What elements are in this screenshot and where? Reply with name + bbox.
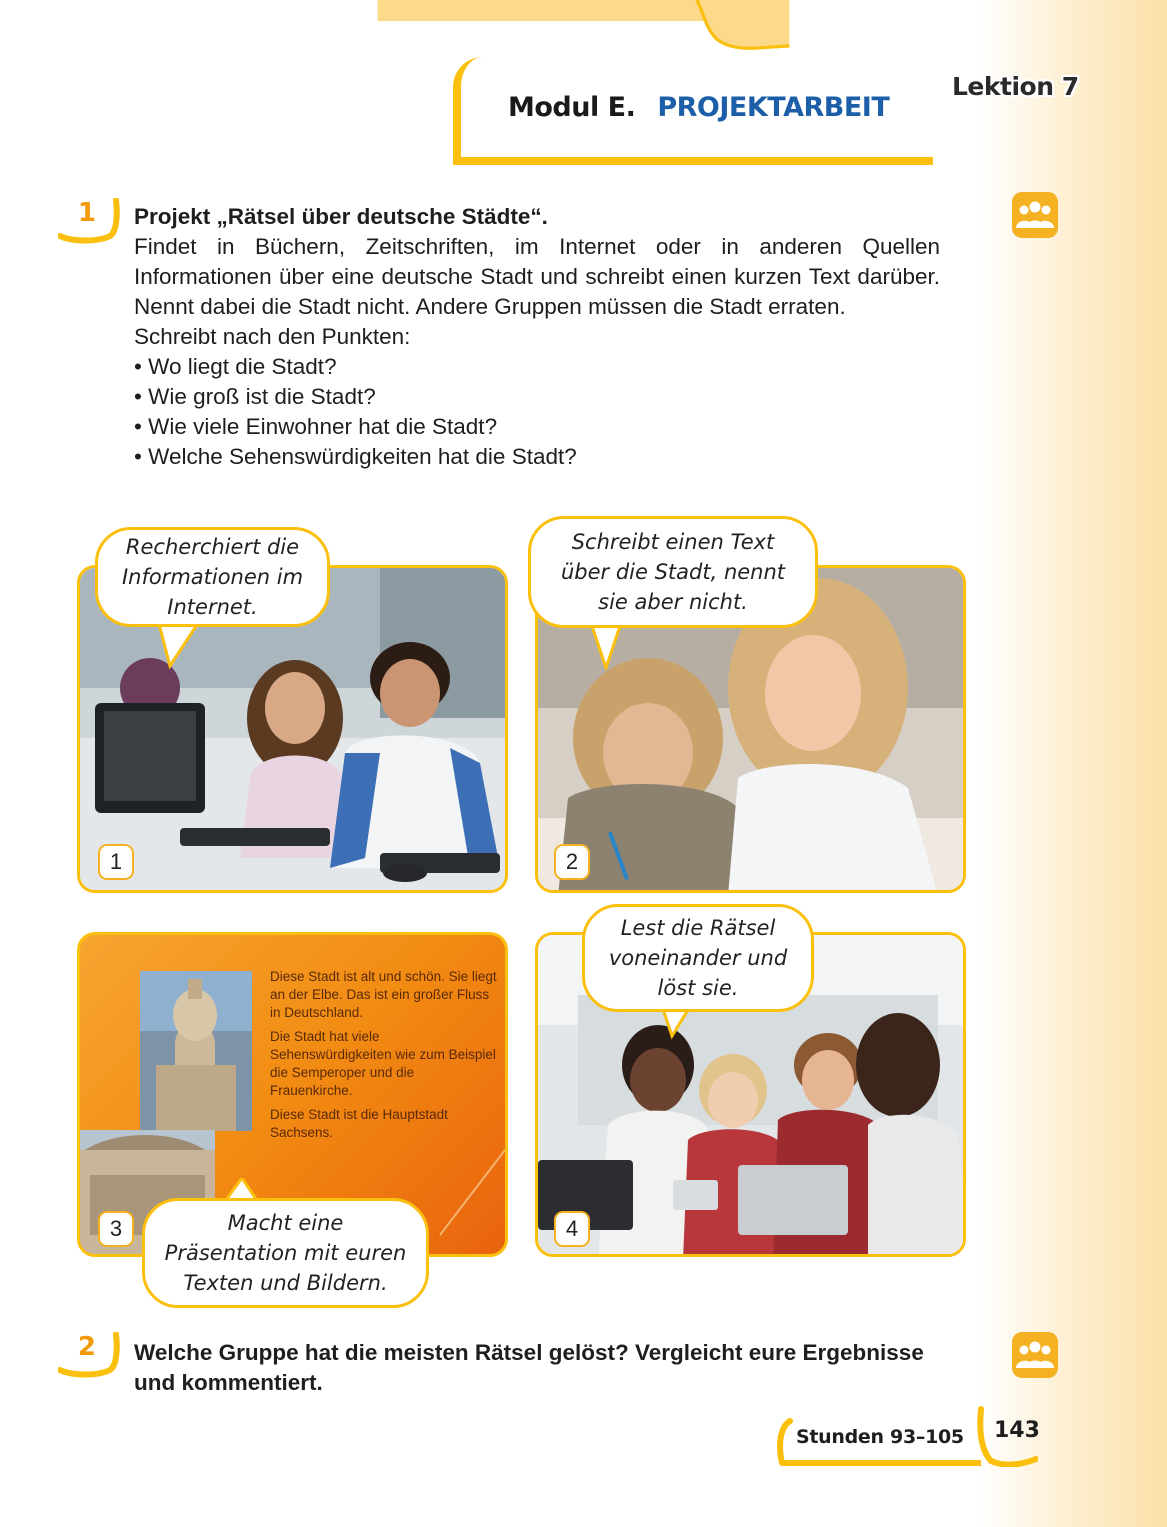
list-item: • Wo liegt die Stadt? — [134, 354, 337, 379]
bubble-line: Lest die Rätsel — [620, 916, 776, 940]
points-intro: Schreibt nach den Punkten: — [134, 324, 411, 349]
speech-bubble-tail-icon — [150, 620, 210, 670]
list-item: • Wie groß ist die Stadt? — [134, 384, 376, 409]
exercise-1-text — [134, 202, 940, 472]
slide-paragraph: Diese Stadt ist die Hauptstadt Sachsens. — [270, 1107, 448, 1140]
bubble-line: voneinander und — [608, 946, 788, 970]
module-name: PROJEKTARBEIT — [657, 92, 890, 123]
lesson-label: Lektion 7 — [952, 72, 1079, 101]
bubble-line: sie aber nicht. — [598, 590, 748, 614]
group-work-icon — [1012, 1332, 1058, 1378]
speech-bubble-1 — [95, 527, 330, 627]
header-band — [0, 0, 1167, 60]
module-title — [508, 92, 889, 123]
exercise-1-heading: Projekt „Rätsel über deutsche Städte“. — [134, 204, 548, 229]
bubble-line: löst sie. — [657, 976, 739, 1000]
exercise-2-text: Welche Gruppe hat die meisten Rätsel gelöst? Vergleicht eure Ergebnisse und kommentiert. — [134, 1340, 924, 1395]
module-label: Modul E. — [508, 92, 636, 123]
lessons-range: Stunden 93–105 — [796, 1426, 964, 1448]
exercise-number-text: 1 — [77, 198, 96, 228]
photo-number: 4 — [554, 1211, 590, 1247]
bubble-line: über die Stadt, nennt — [560, 560, 786, 584]
bubble-line: Macht eine — [227, 1211, 344, 1235]
speech-bubble-2 — [528, 516, 818, 628]
slide-text — [270, 968, 500, 1148]
list-item: • Wie viele Einwohner hat die Stadt? — [134, 414, 498, 439]
exercise-number-text: 2 — [77, 1332, 96, 1362]
slide-paragraph: Die Stadt hat viele Sehenswürdigkeiten wie zum Beispiel die Semperoper und die Frauenkirche. — [270, 1029, 496, 1098]
speech-bubble-3 — [142, 1198, 429, 1308]
bubble-line: Schreibt einen Text — [571, 530, 775, 554]
group-work-icon — [1012, 192, 1058, 238]
page-number: 143 — [994, 1418, 1040, 1443]
slide-paragraph: Diese Stadt ist alt und schön. Sie liegt an der Elbe. Das ist ein großer Fluss in Deutschland. — [270, 969, 497, 1020]
bubble-line: Texten und Bildern. — [183, 1271, 388, 1295]
speech-bubble-4 — [582, 904, 814, 1012]
bubble-line: Recherchiert die — [125, 535, 300, 559]
photo-number: 3 — [98, 1211, 134, 1247]
exercise-number-2 — [58, 1332, 118, 1382]
exercise-number-1 — [58, 198, 118, 248]
photo-number: 1 — [98, 844, 134, 880]
bubble-line: Informationen im — [121, 565, 304, 589]
exercise-1-instructions: Findet in Büchern, Zeitschriften, im Internet oder in anderen Quellen Informationen über eine deutsche Stadt und schreibt einen kurzen Text darüber. Nennt dabei die Stadt nicht. Andere Gruppen müssen die Stadt erraten. — [134, 234, 940, 319]
bubble-line: Präsentation mit euren — [164, 1241, 407, 1265]
bubble-line: Internet. — [167, 595, 258, 619]
photo-number: 2 — [554, 844, 590, 880]
list-item: • Welche Sehenswürdigkeiten hat die Stadt? — [134, 444, 577, 469]
